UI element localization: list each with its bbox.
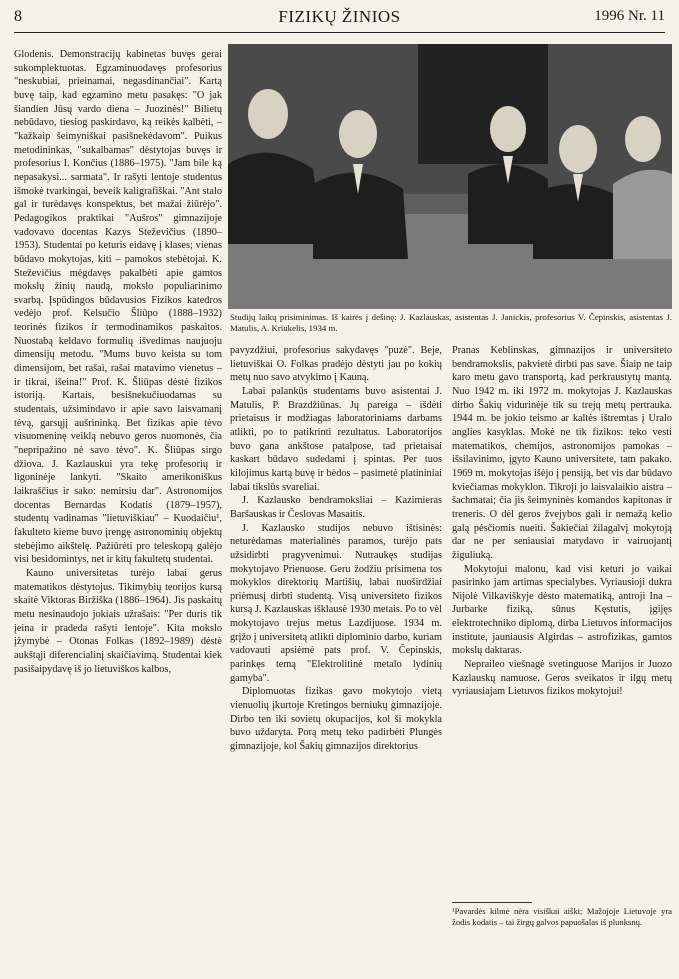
paragraph: J. Kazlausko studijos nebuvo ištisinės: neturėdamas materialinės paramos, turėjo pats užsidirbti pragyvenimui. Nutraukęs studijas mokytojavo Prienuose. Geru žodžiu prisimena tos mokyklos direktorių Martišių, labai nuoširdžiai priėmusį dirbti studentą. Visą universiteto fizikos kursą J. Kazlauskas išklausė 1930 metais. Po to vėl mokytojavo trejus metus Lazdijuose. 1934 m. grįžo į universitetą atlikti diplominio darbo, kuriam vadovauti apsiėmė pats prof. V. Čepinskis, parinkęs temą "Elektrolitinė metalo lydinių gamyba".	[230, 522, 442, 684]
column-3	[452, 344, 672, 900]
paragraph: Glodenis. Demonstracijų kabinetas buvęs gerai sukomplektuotas. Egzaminuodavęs profesorius "neskubiai, prieinamai, negasdinančiai". Kartą buvę taip, kad egzamino metu pasakęs: "O jak šiandien Jūsų vardo diena – Juozinės!" Bilietų nebūdavo, tiesiog paskirdavo, ką reikės kalbėti, – "kažkaip šeimyniškai pasišnekėdavom". Puikus metodininkas, "sukalbamas" dėstytojas buvęs ir profesorius I. Končius (1886–1975). "Jam bile ką nepasakysi... sarmata". Ir rašyti lentoje studentus išmokė tvarkingai, beveik kaligrafiškai. "Ant stalo gal ir turėdavęs konspektus, bet mažai žiūrėjo". Pedagogikos praktikai "Aušros" gimnazijoje vadovavo docentas Kazys Steževičius (1890–1953). Studentai po keturis eidavę į klases; vienas būdavo mokytojas, kiti – pamokos stebėtojai. K. Steževičius mėgdavęs pakalbėti apie gamtos mokslų žinių naudą, mokslo populiarinimo svarbą. Įspūdingos būdavusios Fizikos katedros vedėjo prof. Kelsučio Šliūpo (1888–1932) teorinės fizikos ir termodinamikos paskaitos. Nuostabą keldavo formulių išvedimas naujuoju dimensijų metodu. "Mums buvo keista su tom dimensijom, bet rašai, rašai matavimo vienetus – ir tikrai, išeina!" Prof. K. Šliūpas dėstė fizikos istoriją. Kartais, besišnekučiuodamas su studentais, užsimindavo ir apie savo laisvamanį tėvą, garsųjį aušrininką. Bet fizikas apie tėvo visuomeninę veiklą nebuvo geros nuomonės, čia "nepripažino nė savo tėvo". K. Šliūpas sirgo džiova. J. Kazlauskui yra tekę profesorių ir ligoninėje lankyti. "Skaito amerikoniškus laikraščius ir sako: nemirsiu dar". Astronomijos docentas Bernardas Kodatis (1879–1957), studentų vadinamas "lietuviškiau" – Kuodaičiu¹, fakulteto kieme buvo įrengę astronominių objektų stebėjimo aikštelę. Pažiūrėti pro teleskopą galėjo visi besidomintys, net ir kitų fakultetų studentai.	[14, 49, 222, 566]
photo-illustration	[228, 44, 672, 309]
paragraph: Kauno universitetas turėjo labai gerus matematikos dėstytojus. Tikimybių teorijos kursą skaitė Viktoras Biržiška (1886–1964). Jis paskaitų metu nesinaudojo jokiais užrašais: "Per duris tik įeina ir pradeda rašyti lentoje". Kita mokslo įžymybė – Otonas Folkas (1892–1989) dėstė aukštąji diferencialinį skaičiavimą. Studentai kiek pasišaipydavę iš jo lietuviškos kalbos,	[14, 567, 222, 675]
paragraph: Nepraileo viešnagė svetinguose Marijos ir Juozo Kazlauskų namuose. Geros sveikatos ir ilgų metų vyriausiajam Lietuvos fizikos mokytojui!	[452, 659, 672, 698]
paragraph: J. Kazlausko bendramoksliai – Kazimieras Baršauskas ir Česlovas Masaitis.	[230, 495, 442, 520]
photo-caption: Studijų laikų prisiminimas. Iš kairės į dešinę: J. Kazlauskas, asistentas J. Janickis, profesorius V. Čepinskis, asistentas J. Matulis, A. Kriukelis, 1934 m.	[230, 312, 672, 333]
group-photo	[228, 44, 672, 309]
paragraph: pavyzdžiui, profesorius sakydavęs "puzė". Beje, lietuviškai O. Folkas pradėjo dėstyti jau po kokių metų nuo savo atvykimo į Kauną.	[230, 345, 442, 384]
paragraph: Labai palankūs studentams buvo asistentai J. Matulis, P. Brazdžiūnas. Jų pareiga – išdėti prietaisus ir modžiagas laboratoriniams darbams atlikti, po to patikrinti rezultatus. Laboratorijos buvo gana ankštose patalpose, tad prietaisai kaskart būdavo sudedami į spintas. Per tuos kilojimus kartą buvę ir bėdos – pasimetė platininiai labai tikslūs svareliai.	[230, 385, 442, 493]
journal-title: FIZIKŲ ŽINIOS	[278, 7, 401, 26]
footnote-rule	[452, 902, 532, 903]
issue-number: 1996 Nr. 11	[594, 8, 665, 24]
footnote: ¹Pavardės kilmė nėra visiškai aiški; Mažojoje Lietuvoje yra žodis kodatis – tai žirgų galvos papuošalas iš plunksnų.	[452, 906, 672, 928]
page-header	[14, 2, 665, 33]
paragraph: Pranas Keblinskas, gimnazijos ir universiteto bendramokslis, pakvietė dirbti pas save. Šiaip ne taip karo metu gavo transportą, kad perkraustytų mantą. Nuo 1942 m. iki 1972 m. mokytojas J. Kazlauskas dirbo Šakių vidurinėje tik su trejų metų pertrauka. 1944 m. be jokio teismo ar kaltės ištremtas į Uralo anglies kasyklas. Mokė ne tik fizikos: teko vesti matematikos, chemijos, astronomijos pamokas – išsilavinimo, įgyto Kauno universitete, tam pakako. 1969 m. mokytojas išėjo į pensiją, bet vis dar būdavo kviečiamas mokyklon. Tikroji jo laisvalaikio aistra – šachmatai; čia jis šeimyninės komandos kapitonas ir treneris. O dėl geros žvejybos gali ir nemažą kelio galą pėsčiomis nueiti. Šakiečiai žilagalvį mokytoją dar ne per seniausiai matydavo ir vairuojantį žiguliuką.	[452, 345, 672, 561]
column-2	[230, 344, 442, 976]
page-number: 8	[14, 8, 22, 25]
paragraph: Mokytojui malonu, kad visi keturi jo vaikai pasirinko jam artimas specialybes. Vyriausioji dukra Nijolė Vilkaviškyje dėsto matematiką, antroji Ina – Jurbarke fiziką, sūnus Kęstutis, įgijęs elektrotechniko diplomą, dirba Lietuvos informacijos institute, jauniausis Algirdas – astrofizikas, gamtos mokslų daktaras.	[452, 563, 672, 657]
paragraph: Diplomuotas fizikas gavo mokytojo vietą vienuolių įkurtoje Kretingos berniukų gimnazijoje. Dirbo ten iki sovietų okupacijos, kol ši mokykla buvo uždaryta. Porą metų teko padirbėti Plungės gimnazijoje, kol Šakių gimnazijos direktorius	[230, 686, 442, 753]
column-1	[14, 48, 222, 976]
